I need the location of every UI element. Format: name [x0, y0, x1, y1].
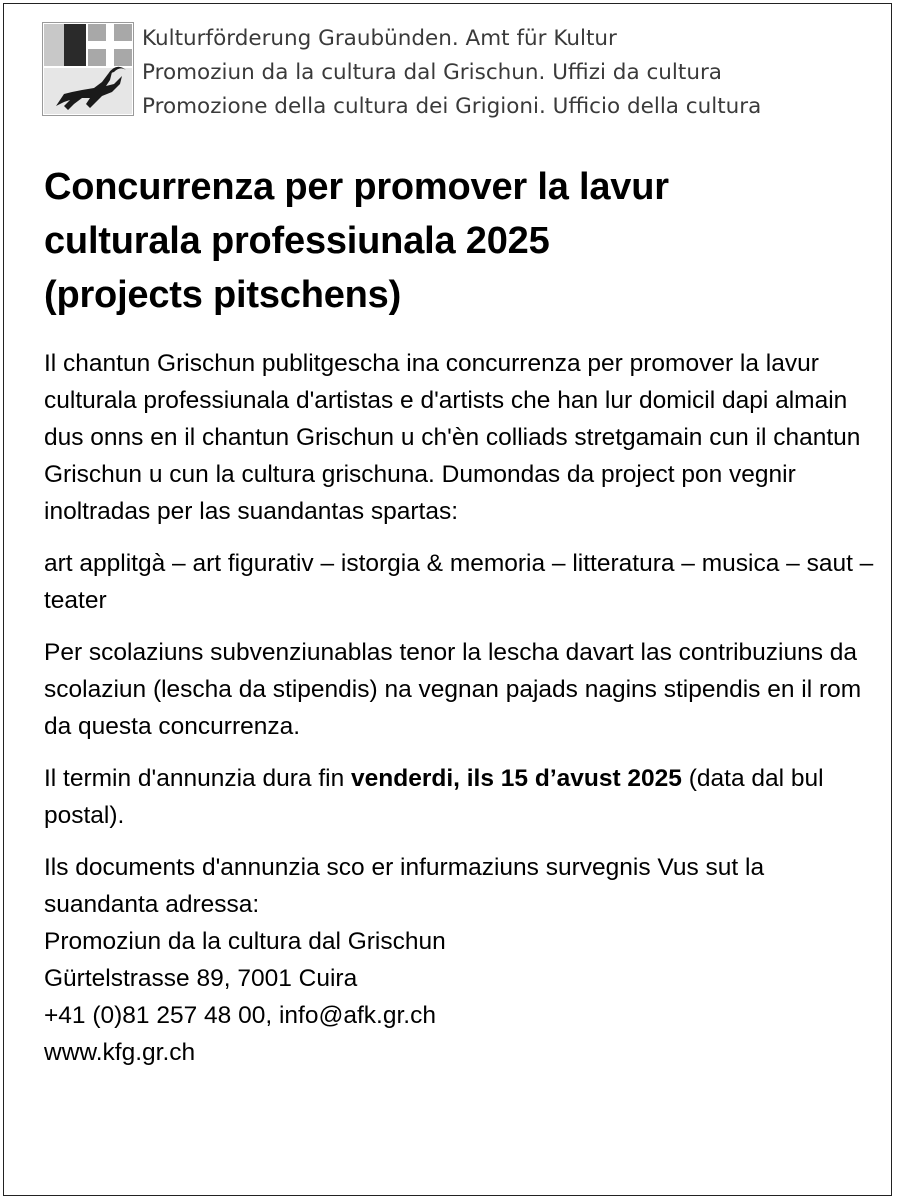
title-line: culturala professiunala 2025	[44, 220, 550, 262]
organization-names	[142, 22, 761, 124]
documents-text: Ils documents d'annunzia sco er infurmaziuns survegnis Vus sut la suandanta adressa:	[44, 854, 765, 918]
address-website: www.kfg.gr.ch	[44, 1039, 196, 1066]
announcement-body	[44, 345, 874, 1071]
graubuenden-coat-of-arms-icon	[42, 22, 134, 116]
title-line: Concurrenza per promover la lavur	[44, 166, 669, 208]
intro-paragraph: Il chantun Grischun publitgescha ina concurrenza per promover la lavur culturala professiunala d'artistas e d'artists che han lur domicil dapi almain dus onns en il chantun Grischun u ch'èn colliads stretgamain cun il chantun Grischun u cun la cultura grischuna. Dumondas da project pon vegnir inoltradas per las suandantas spartas:	[44, 350, 861, 525]
organization-name-romansh: Promoziun da la cultura dal Grischun. Uffizi da cultura	[142, 60, 722, 85]
organization-name-german: Kulturförderung Graubünden. Amt für Kultur	[142, 26, 617, 51]
disciplines-paragraph: art applitgà – art figurativ – istorgia & memoria – litteratura – musica – saut – teater	[44, 550, 874, 614]
title-line: (projects pitschens)	[44, 274, 402, 316]
address-name: Promoziun da la cultura dal Grischun	[44, 928, 446, 955]
announcement-title	[44, 160, 864, 322]
deadline-date: venderdi, ils 15 d’avust 2025	[351, 765, 682, 792]
deadline-prefix: Il termin d'annunzia dura fin	[44, 765, 352, 792]
deadline-paragraph	[44, 760, 874, 834]
address-contact: +41 (0)81 257 48 00, info@afk.gr.ch	[44, 1002, 436, 1029]
address-street: Gürtelstrasse 89, 7001 Cuira	[44, 965, 358, 992]
documents-paragraph	[44, 849, 874, 1071]
organization-name-italian: Promozione della cultura dei Grigioni. Ufficio della cultura	[142, 94, 762, 119]
scholarships-paragraph: Per scolaziuns subvenziunablas tenor la lescha davart las contribuziuns da scolaziun (lescha da stipendis) na vegnan pajads nagins stipendis en il rom da questa concurrenza.	[44, 639, 862, 740]
deadline-suffix: (data dal bul postal).	[44, 765, 824, 829]
header	[42, 22, 842, 122]
